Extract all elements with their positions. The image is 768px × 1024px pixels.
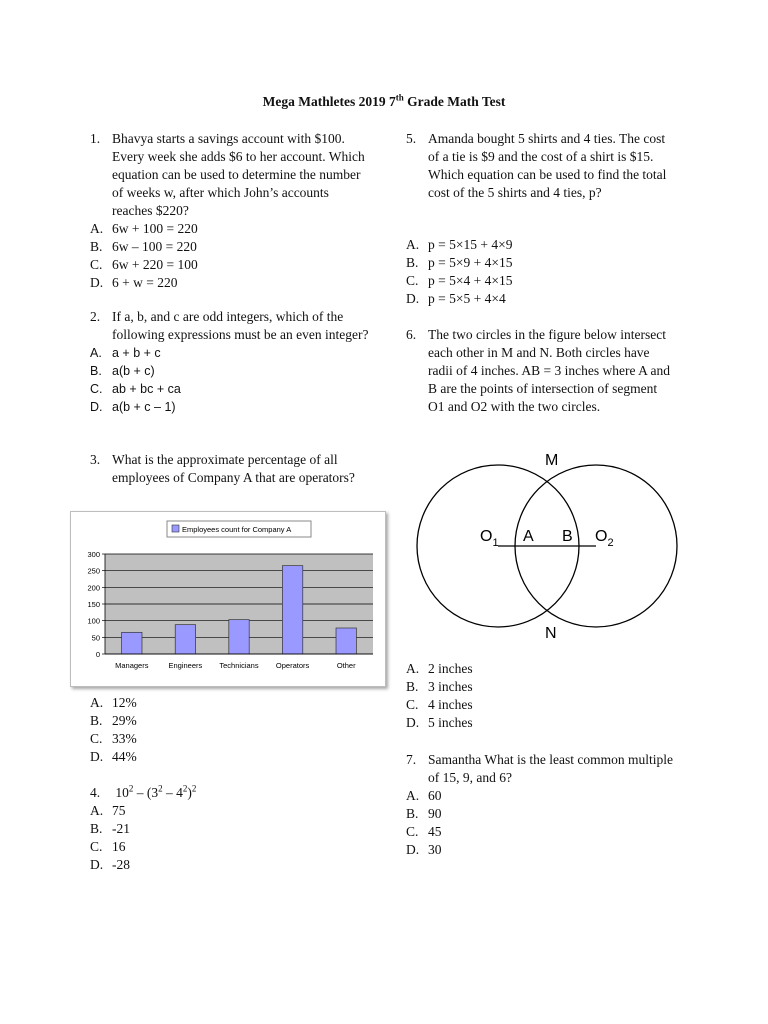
- option-a: A. 6w + 100 = 220: [90, 221, 198, 236]
- bar-managers: [122, 632, 142, 654]
- option-d: D. p = 5×5 + 4×4: [406, 291, 506, 306]
- intersecting-circles-figure: [400, 446, 700, 646]
- x-tick-label: Engineers: [168, 661, 203, 670]
- option-c: C. 6w + 220 = 100: [90, 257, 198, 272]
- label-n: N: [545, 625, 557, 642]
- legend-swatch: [172, 525, 179, 532]
- bar-operators: [282, 566, 302, 654]
- option-a: A. 12%: [90, 695, 137, 710]
- chart-svg: [71, 512, 385, 686]
- legend-label: Employees count for Company A: [182, 525, 292, 534]
- question-5: 5. Amanda bought 5 shirts and 4 ties. The cost of a tie is $9 and the cost of a shirt is $15. Which equation can be used to find the total cost of the 5 shirts and 4 ties, p?: [406, 130, 674, 202]
- option-b: B. -21: [90, 821, 130, 836]
- option-a: A. 60: [406, 788, 442, 803]
- option-a: A. 75: [90, 803, 126, 818]
- y-tick-label: 150: [87, 600, 100, 609]
- bar-technicians: [229, 620, 249, 654]
- question-5-options: [406, 236, 674, 308]
- label-a: A: [523, 528, 534, 545]
- option-d: D. 30: [406, 842, 442, 857]
- question-text: Samantha What is the least common multiple of 15, 9, and 6?: [428, 752, 673, 785]
- y-tick-label: 50: [91, 633, 100, 643]
- bar-engineers: [175, 625, 195, 654]
- question-text: The two circles in the figure below intersect each other in M and N. Both circles have radii of 4 inches. AB = 3 inches where A and B are the points of intersection of segment O1 and O2 with the two circles.: [428, 327, 670, 414]
- option-c: C. 45: [406, 824, 442, 839]
- question-3-options: [90, 694, 290, 766]
- option-d: D. 6 + w = 220: [90, 275, 178, 290]
- option-b: B. 3 inches: [406, 679, 473, 694]
- bar-other: [336, 628, 356, 654]
- question-6: 6. The two circles in the figure below intersect each other in M and N. Both circles have radii of 4 inches. AB = 3 inches where A and B are the points of intersection of segment O1 and O2 with the two circles.: [406, 326, 674, 416]
- option-c: C. 16: [90, 839, 126, 854]
- option-c: C. 4 inches: [406, 697, 473, 712]
- label-b: B: [562, 528, 573, 545]
- option-b: B. 6w – 100 = 220: [90, 239, 197, 254]
- bar-chart: [70, 511, 386, 687]
- option-d: D. a(b + c – 1): [90, 400, 176, 414]
- option-d: D. -28: [90, 857, 130, 872]
- option-b: B. a(b + c): [90, 364, 155, 378]
- page-title: Mega Mathletes 2019 7th Grade Math Test: [262, 92, 506, 109]
- question-4: [90, 784, 290, 874]
- y-tick-label: 200: [87, 583, 100, 593]
- question-3: 3. What is the approximate percentage of all employees of Company A that are operators?: [90, 451, 370, 487]
- option-a: A. p = 5×15 + 4×9: [406, 237, 513, 252]
- question-text: If a, b, and c are odd integers, which of the following expressions must be an even integer?: [112, 309, 369, 342]
- question-text: Amanda bought 5 shirts and 4 ties. The cost of a tie is $9 and the cost of a shirt is $15. Which equation can be used to find the total cost of the 5 shirts and 4 ties, p?: [428, 131, 667, 200]
- x-tick-label: Managers: [115, 661, 149, 670]
- question-1: 1. Bhavya starts a savings account with $100. Every week she adds $6 to her account. Which equation can be used to determine the number of weeks w, after which John’s accounts reaches $220? A. 6w + 100 = 220 B. 6w – 100 = 220 C. 6w + 220 = 100 D. 6 + w = 220: [90, 130, 370, 292]
- label-m: M: [545, 452, 559, 469]
- label-o1: $O_1$: [480, 528, 499, 549]
- option-a: A. a + b + c: [90, 346, 161, 360]
- label-o2: $O_2$: [595, 528, 614, 549]
- option-c: C. ab + bc + ca: [90, 382, 181, 396]
- x-tick-label: Technicians: [219, 661, 259, 670]
- option-b: B. 29%: [90, 713, 137, 728]
- question-7: 7. Samantha What is the least common multiple of 15, 9, and 6? A. 60 B. 90 C. 45 D. 30: [406, 752, 673, 857]
- y-tick-label: 250: [87, 566, 100, 576]
- option-d: D. 5 inches: [406, 715, 473, 730]
- math-expression: 4. $10^2 - (3^2 - 4^2)^2$: [90, 783, 197, 800]
- option-c: C. 33%: [90, 731, 137, 746]
- y-tick-label: 300: [87, 550, 100, 559]
- x-tick-label: Other: [336, 661, 356, 670]
- question-text: What is the approximate percentage of all employees of Company A that are operators?: [112, 452, 355, 485]
- y-tick-label: 100: [87, 616, 100, 626]
- option-b: B. p = 5×9 + 4×15: [406, 255, 513, 270]
- question-2: 2. If a, b, and c are odd integers, which of the following expressions must be an even integer? A. a + b + c B. a(b + c) C. ab + bc + ca D. a(b + c – 1): [90, 309, 369, 414]
- option-b: B. 90: [406, 806, 442, 821]
- question-text: Bhavya starts a savings account with $100. Every week she adds $6 to her account. Which equation can be used to determine the number of weeks w, after which John’s accounts reaches $220?: [112, 131, 365, 218]
- question-6-options: [406, 660, 674, 732]
- y-tick-label: 0: [95, 650, 100, 659]
- option-d: D. 44%: [90, 749, 137, 764]
- option-c: C. p = 5×4 + 4×15: [406, 273, 513, 288]
- x-tick-label: Operators: [275, 661, 310, 670]
- option-a: A. 2 inches: [406, 661, 473, 676]
